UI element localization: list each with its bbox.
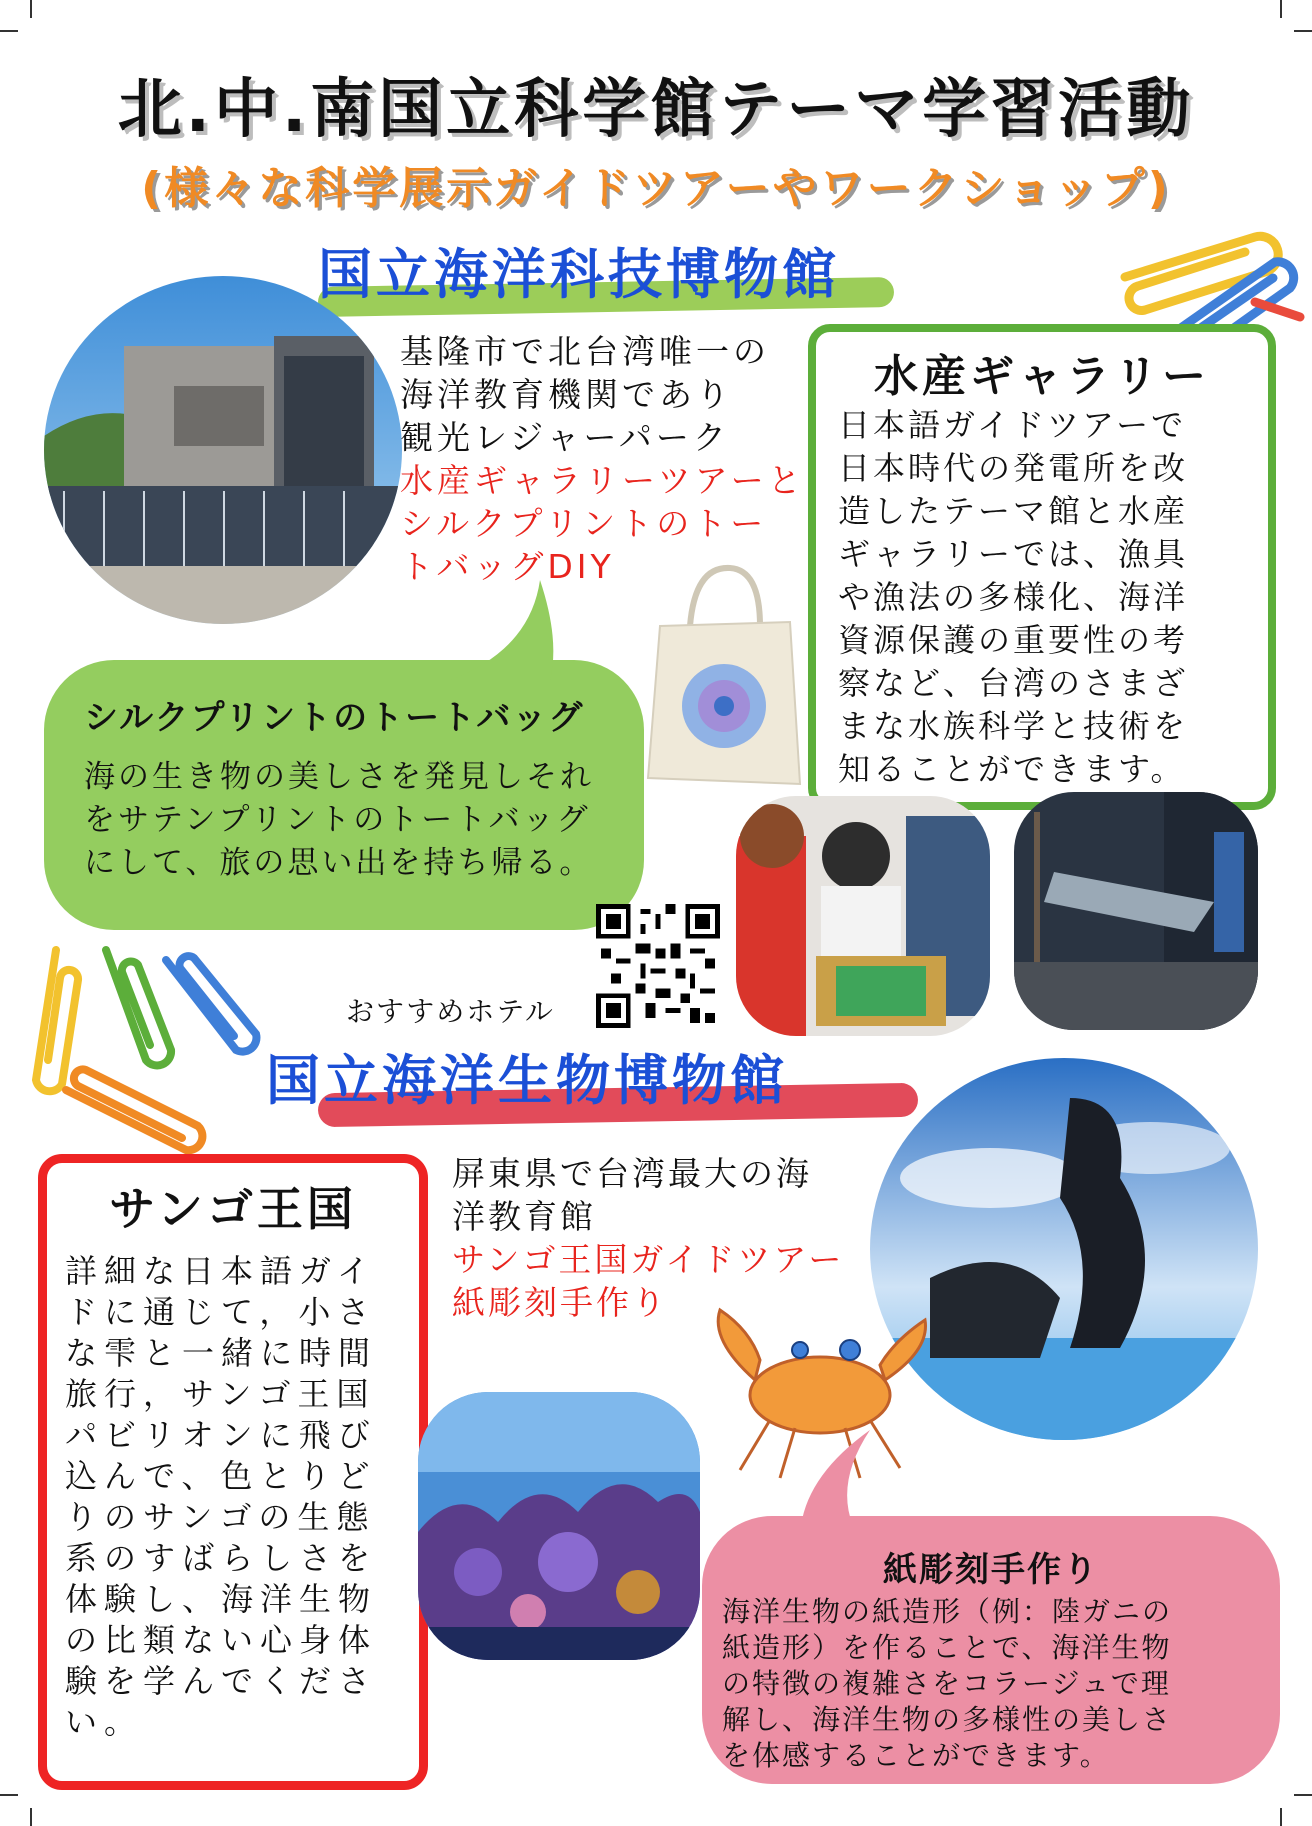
paperclip-icon bbox=[16, 940, 266, 1160]
bubble-title: 紙彫刻手作り bbox=[883, 1550, 1099, 1590]
crop-mark bbox=[0, 30, 18, 32]
museum1-building-photo bbox=[44, 276, 402, 624]
bubble-tail bbox=[450, 580, 560, 680]
coral-box-title: サンゴ王国 bbox=[109, 1182, 357, 1236]
activity-line: サンゴ王国ガイドツアー bbox=[452, 1240, 845, 1279]
intro-line: 基隆市で北台湾唯一の bbox=[400, 332, 770, 371]
gallery-box-title: 水産ギャラリー bbox=[874, 351, 1210, 402]
gallery-box-body bbox=[816, 404, 1268, 791]
crop-mark bbox=[1294, 1794, 1312, 1796]
bubble-line: 解し、海洋生物の多様性の美しさ bbox=[722, 1703, 1173, 1736]
crop-mark bbox=[30, 1808, 32, 1826]
coral-line: りのサンゴの生態 bbox=[65, 1498, 376, 1536]
bubble-line: を体感することができます。 bbox=[722, 1739, 1110, 1772]
coral-line: ドに通じて，小さ bbox=[65, 1293, 377, 1331]
coral-line: 体験し、海洋生物 bbox=[65, 1580, 378, 1618]
tote-bag-image bbox=[640, 556, 810, 788]
hotel-qr-code[interactable] bbox=[596, 904, 720, 1028]
gallery-line: ギャラリーでは、漁具 bbox=[838, 535, 1189, 573]
bubble-line: 紙造形）を作ることで、海洋生物 bbox=[722, 1631, 1172, 1664]
bubble-line: をサテンプリントのトートバッグ bbox=[84, 802, 591, 838]
activity-line: 紙彫刻手作り bbox=[452, 1283, 668, 1322]
bubble-line: 海の生き物の美しさを発見しそれ bbox=[84, 759, 594, 795]
crop-mark bbox=[1280, 0, 1282, 18]
gallery-line: や漁法の多様化、海洋 bbox=[838, 578, 1189, 616]
paper-craft-bubble bbox=[702, 1516, 1280, 1784]
bubble-line: 海洋生物の紙造形（例：陸ガニの bbox=[722, 1595, 1173, 1628]
coral-line: い。 bbox=[65, 1703, 144, 1741]
coral-line: パビリオンに飛び bbox=[65, 1416, 377, 1454]
coral-line: 系のすばらしさを bbox=[65, 1539, 378, 1577]
gallery-line: 日本語ガイドツアーで bbox=[838, 406, 1187, 444]
activity-line: トバッグDIY bbox=[400, 547, 615, 586]
gallery-box bbox=[808, 324, 1276, 810]
museum2-intro bbox=[452, 1152, 844, 1324]
bubble-title: シルクプリントのトートバッグ bbox=[84, 698, 585, 738]
crop-mark bbox=[1294, 30, 1312, 32]
gallery-line: 知ることができます。 bbox=[838, 750, 1186, 788]
intro-line: 海洋教育機関であり bbox=[400, 375, 733, 414]
coral-line: 詳細な日本語ガイ bbox=[65, 1252, 377, 1290]
coral-line: な雫と一緒に時間 bbox=[65, 1334, 378, 1372]
bubble-body bbox=[722, 1594, 1172, 1774]
gallery-line: まな水族科学と技術を bbox=[838, 707, 1189, 745]
workshop-photo bbox=[736, 796, 990, 1036]
gallery-line: 日本時代の発電所を改 bbox=[838, 449, 1189, 487]
gallery-line: 察など、台湾のさまざ bbox=[838, 664, 1189, 702]
coral-line: 験を学んでくださ bbox=[65, 1662, 378, 1700]
intro-line: 観光レジャーパーク bbox=[400, 418, 730, 457]
crop-mark bbox=[30, 0, 32, 18]
bubble-line: の特徴の複雑さをコラージュで理 bbox=[722, 1667, 1171, 1700]
silkprint-bubble bbox=[44, 660, 644, 930]
intro-line: 洋教育館 bbox=[452, 1197, 596, 1236]
bubble-body bbox=[84, 756, 594, 885]
intro-line: 屏東県で台湾最大の海 bbox=[452, 1154, 812, 1193]
coral-line: の比類ない心身体 bbox=[65, 1621, 378, 1659]
museum1-intro bbox=[400, 330, 805, 588]
gallery-line: 造したテーマ館と水産 bbox=[838, 492, 1189, 530]
gallery-line: 資源保護の重要性の考 bbox=[838, 621, 1189, 659]
crop-mark bbox=[0, 1794, 18, 1796]
coral-line: 旅行，サンゴ王国 bbox=[65, 1375, 376, 1413]
museum2-title: 国立海洋生物博物館 bbox=[266, 1049, 788, 1112]
page-title: 北.中.南国立科学館テーマ学習活動 bbox=[117, 73, 1195, 147]
coral-aquarium-photo bbox=[418, 1392, 700, 1660]
page-subtitle: (様々な科学展示ガイドツアーやワークショップ) bbox=[141, 163, 1171, 214]
coral-box bbox=[38, 1154, 428, 1790]
crop-mark bbox=[1280, 1808, 1282, 1826]
activity-line: 水産ギャラリーツアーと bbox=[400, 461, 805, 500]
coral-line: 込んで、色とりど bbox=[65, 1457, 377, 1495]
activity-line: シルクプリントのトー bbox=[400, 504, 768, 543]
coral-box-body bbox=[47, 1251, 419, 1743]
gallery-interior-photo bbox=[1014, 792, 1258, 1030]
hotel-label: おすすめホテル bbox=[346, 995, 555, 1028]
bubble-line: にして、旅の思い出を持ち帰る。 bbox=[84, 845, 594, 881]
museum1-title: 国立海洋科技博物館 bbox=[318, 243, 840, 306]
